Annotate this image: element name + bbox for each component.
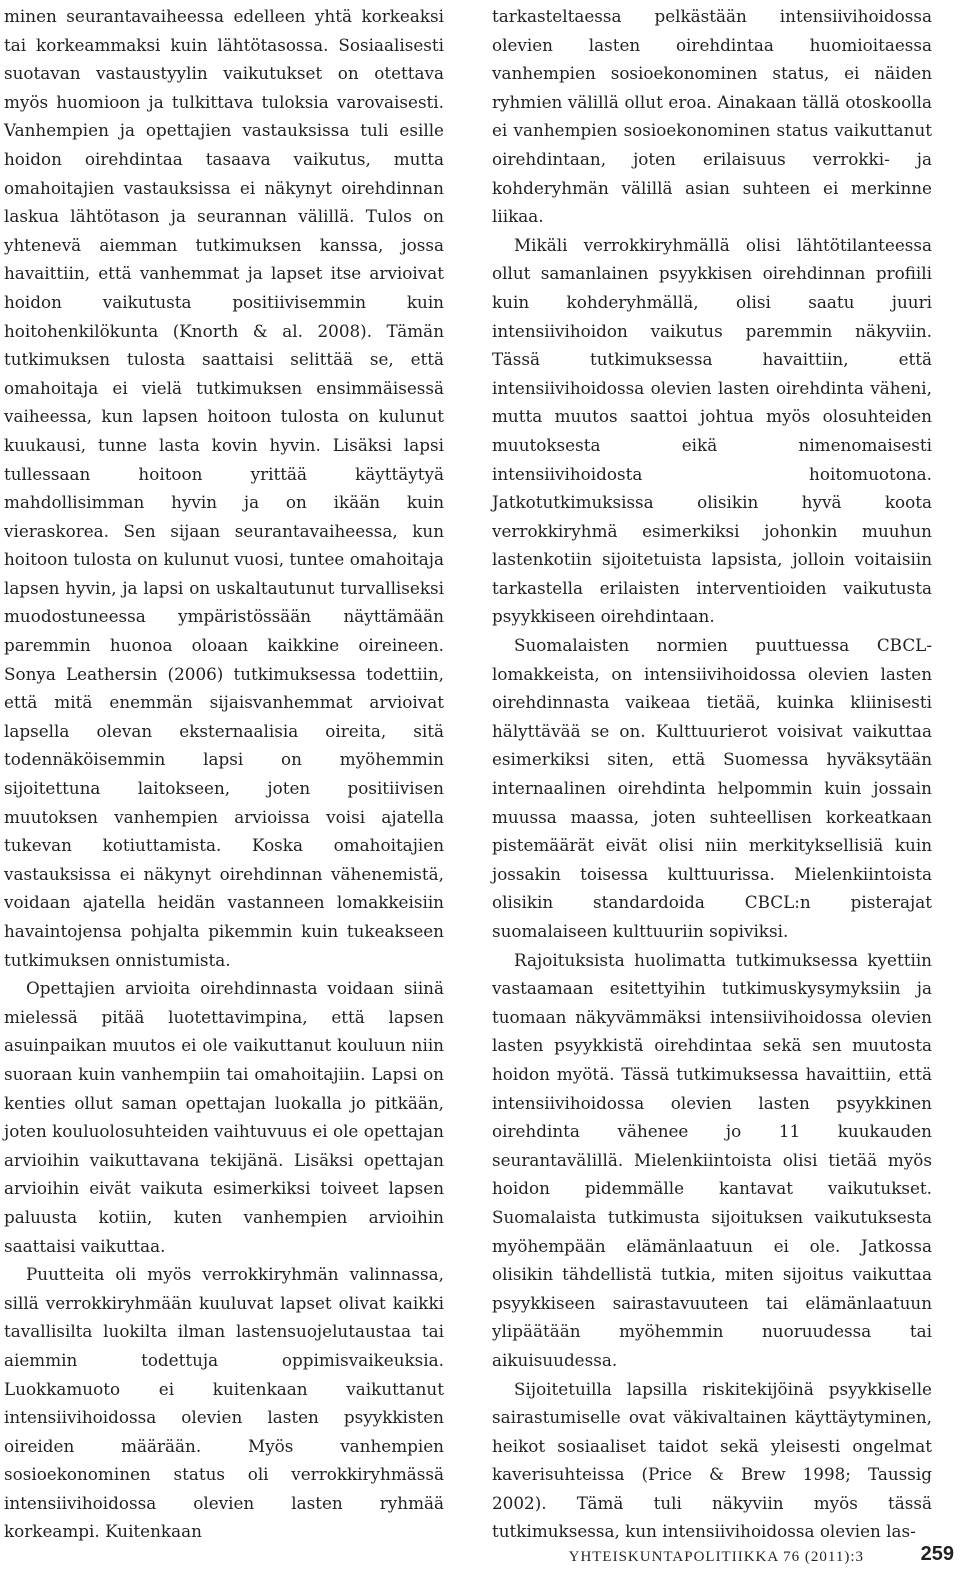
left-paragraph-1: minen seurantavaiheessa edelleen yhtä korkeaksi tai korkeammaksi kuin lähtötasossa. Sosiaalisesti suotavan vastaustyylin vaikutukset on otettava myös huomioon ja tulkittava tuloksia varovaisesti. Vanhempien ja opettajien vastauksissa tuli esille hoidon oirehdintaa tasaava vaikutus, mutta omahoitajien vastauksissa ei näkynyt oirehdinnan laskua lähtötason ja seurannan välillä. Tulos on yhtenevä aiemman tutkimuksen kanssa, jossa havaittiin, että vanhemmat ja lapset itse arvioivat hoidon vaikutusta positiivisemmin kuin hoitohenkilökunta (Knorth & al. 2008). Tämän tutkimuksen tulosta saattaisi selittää se, että omahoitaja ei vielä tutkimuksen ensimmäisessä vaiheessa, kun lapsen hoitoon tulosta on kulunut kuukausi, tunne lasta kovin hyvin. Lisäksi lapsi tullessaan hoitoon yrittää käyttäytyä mahdollisimman hyvin ja on ikään kuin vieraskorea. Sen sijaan seurantavaiheessa, kun hoitoon tulosta on kulunut vuosi, tuntee omahoitaja lapsen hyvin, ja lapsi on uskaltautunut turvalliseksi muodostuneessa ympäristössään näyttämään paremmin huonoa oloaan kaikkine oireineen. Sonya Leathersin (2006) tutkimuksessa todettiin, että mitä enemmän sijaisvanhemmat arvioivat lapsella olevan eksternaalisia oireita, sitä todennäköisemmin lapsi on myöhemmin sijoitettuna laitokseen, joten positiivisen muutoksen vanhempien arvioissa voisi ajatella tukevan kotiuttamista. Koska omahoitajien vastauksissa ei näkynyt oirehdinnan vähenemistä, voidaan ajatella heidän vastanneen lomakkeisiin havaintojensa pohjalta pikemmin kuin tukeakseen tutkimuksen onnistumista. [4, 6, 444, 970]
page-footer [0, 1541, 960, 1571]
right-column [492, 2, 932, 1546]
right-paragraph-5: Sijoitetuilla lapsilla riskitekijöinä psyykkiselle sairastumiselle ovat väkivaltainen käyttäytyminen, heikot sosiaaliset taidot sekä yleisesti ongelmat kaverisuhteissa (Price & Brew 1998; Taussig 2002). Tämä tuli näkyviin myös tässä tutkimuksessa, kun intensiivihoidossa olevien las- [492, 1378, 932, 1542]
right-paragraph-2: Mikäli verrokkiryhmällä olisi lähtötilanteessa ollut samanlainen psyykkisen oirehdinnan profiili kuin kohderyhmällä, olisi saatu juuri intensiivihoidon vaikutus paremmin näkyviin. Tässä tutkimuksessa havaittiin, että intensiivihoidossa olevien lasten oirehdinta väheni, mutta muutos saattoi johtua myös olosuhteiden muutoksesta eikä nimenomaisesti intensiivihoidosta hoitomuotona. Jatkotutkimuksissa olisikin hyvä koota verrokkiryhmä esimerkiksi johonkin muuhun lastenkotiin sijoitetuista lapsista, jolloin voitaisiin tarkastella erilaisten interventioiden vaikutusta psyykkiseen oirehdintaan. [492, 234, 932, 627]
page-number: 259 [920, 1543, 954, 1565]
right-paragraph-3: Suomalaisten normien puuttuessa CBCL-lomakkeista, on intensiivihoidossa olevien lasten oirehdinnasta vaikeaa tietää, kuinka kliinisesti hälyttävää se on. Kulttuurierot voisivat vaikuttaa esimerkiksi siten, että Suomessa hyväksytään internaalinen oirehdinta helpommin kuin jossain muussa maassa, joten suhteellisen korkeatkaan pistemäärät eivät olisi niin merkityksellisiä kuin jossakin toisessa kulttuurissa. Mielenkiintoista olisikin standardoida CBCL:n pisterajat suomalaiseen kulttuuriin sopiviksi. [492, 635, 932, 941]
left-paragraph-3: Puutteita oli myös verrokkiryhmän valinnassa, sillä verrokkiryhmään kuuluvat lapset olivat kaikki tavallisilta luokilta ilman lastensuojelutaustaa tai aiemmin todettuja oppimisvaikeuksia. Luokkamuoto ei kuitenkaan vaikuttanut intensiivihoidossa olevien lasten psyykkisten oireiden määrään. Myös vanhempien sosioekonominen status oli verrokkiryhmässä intensiivihoidossa olevien lasten ryhmää korkeampi. Kuitenkaan [4, 1264, 444, 1542]
journal-citation: YHTEISKUNTAPOLITIIKKA 76 (2011):3 [568, 1549, 864, 1565]
right-paragraph-4: Rajoituksista huolimatta tutkimuksessa kyettiin vastaamaan esitettyihin tutkimuskysymyksiin ja tuomaan näkyvämmäksi intensiivihoidossa olevien lasten psyykkistä oirehdintaa sekä sen muutosta hoidon myötä. Tässä tutkimuksessa havaittiin, että intensiivihoidossa olevien lasten psyykkinen oirehdinta vähenee jo 11 kuukauden seurantavälillä. Mielenkiintoista olisi tietää myös hoidon pidemmälle kantavat vaikutukset. Suomalaista tutkimusta sijoituksen vaikutuksesta myöhempään elämänlaatuun ei ole. Jatkossa olisikin tähdellistä tutkia, miten sijoitus vaikuttaa psyykkiseen sairastavuuteen tai elämänlaatuun ylipäätään myöhemmin nuoruudessa tai aikuisuudessa. [492, 949, 932, 1370]
right-paragraph-1: tarkasteltaessa pelkästään intensiivihoidossa olevien lasten oirehdintaa huomioitaessa vanhempien sosioekonominen status, ei näiden ryhmien välillä ollut eroa. Ainakaan tällä otoskoolla ei vanhempien sosioekonominen status vaikuttanut oirehdintaan, joten erilaisuus verrokki- ja kohderyhmän välillä asian suhteen ei merkinne liikaa. [492, 6, 932, 227]
left-column [4, 2, 444, 1546]
left-paragraph-2: Opettajien arvioita oirehdinnasta voidaan siinä mielessä pitää luotettavimpina, että lapsen asuinpaikan muutos ei ole vaikuttanut kouluun niin suoraan kuin vanhempiin tai omahoitajiin. Lapsi on kenties ollut saman opettajan luokalla jo pitkään, joten kouluolosuhteiden vaihtuvuus ei ole opettajan arvioihin vaikuttavana tekijänä. Lisäksi opettajan arvioihin eivät vaikuta esimerkiksi toiveet lapsen paluusta kotiin, kuten vanhempien arvioihin saattaisi vaikuttaa. [4, 978, 444, 1256]
